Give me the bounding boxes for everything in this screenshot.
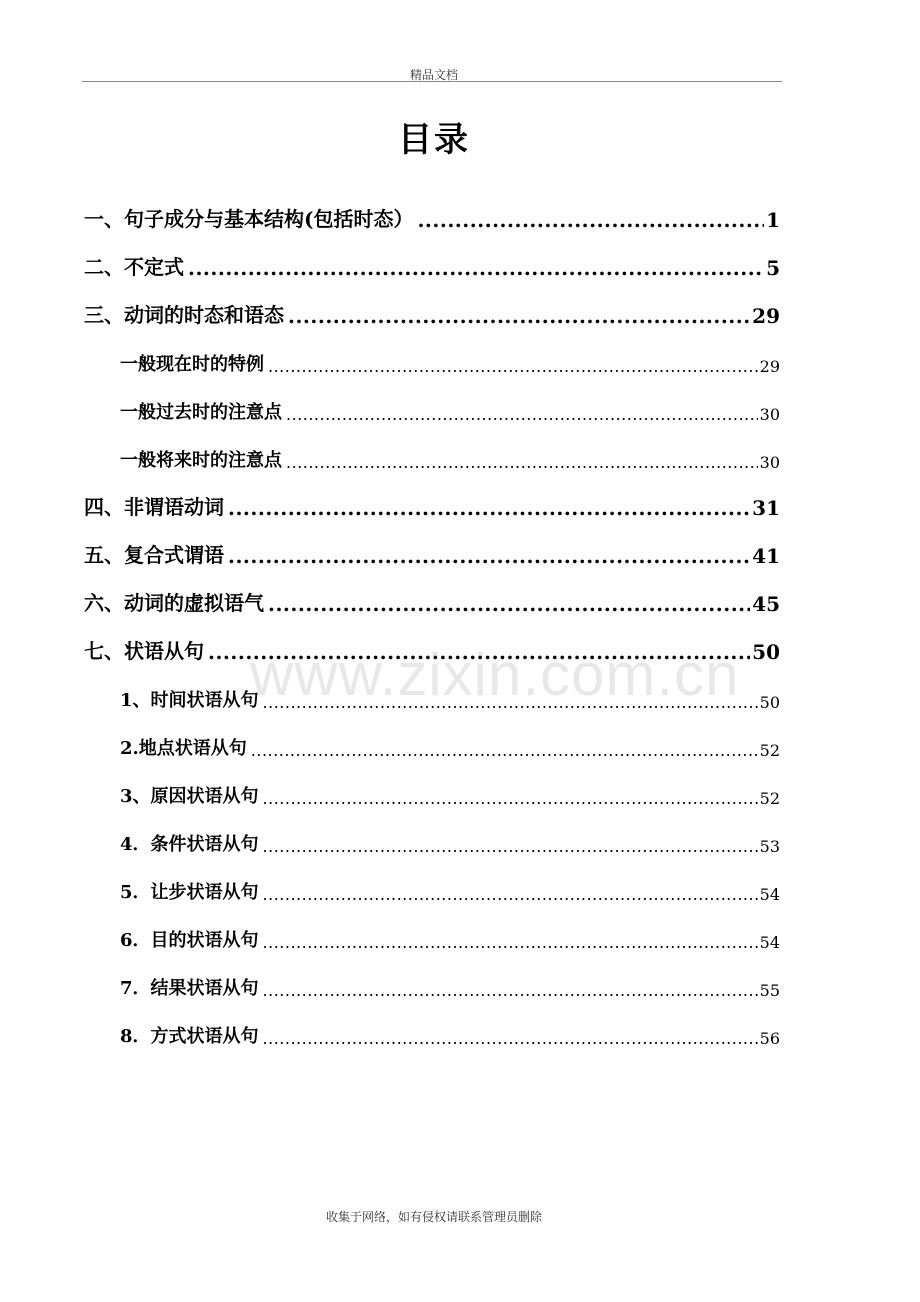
toc-entry[interactable] bbox=[84, 958, 780, 1006]
toc-entry-page: 29 bbox=[752, 304, 780, 328]
toc-entry-label: 四、非谓语动词 bbox=[84, 495, 224, 519]
toc-leader-dots bbox=[263, 981, 758, 1000]
toc-entry-page: 5 bbox=[766, 256, 780, 280]
toc-entry-label: 4．条件状语从句 bbox=[120, 834, 259, 855]
header-divider bbox=[82, 81, 782, 82]
toc-entry-label: 一般现在时的特例 bbox=[120, 354, 264, 375]
toc-entry-page: 31 bbox=[752, 496, 780, 520]
toc-entry[interactable] bbox=[84, 286, 780, 334]
toc-leader-dots bbox=[263, 693, 758, 712]
toc-leader-dots bbox=[263, 837, 758, 856]
toc-entry[interactable] bbox=[84, 478, 780, 526]
toc-leader-dots bbox=[228, 544, 750, 568]
toc-entry[interactable] bbox=[84, 430, 780, 478]
toc-entry[interactable] bbox=[84, 190, 780, 238]
toc-entry[interactable] bbox=[84, 862, 780, 910]
toc-entry-label: 5．让步状语从句 bbox=[120, 882, 259, 903]
page-footer: 收集于网络，如有侵权请联系管理员删除 bbox=[325, 1210, 542, 1224]
toc-entry[interactable] bbox=[84, 1006, 780, 1054]
toc-entry-page: 1 bbox=[766, 208, 780, 232]
toc-entry[interactable] bbox=[84, 910, 780, 958]
toc-entry[interactable] bbox=[84, 814, 780, 862]
toc-entry[interactable] bbox=[84, 766, 780, 814]
page-title: 目录 bbox=[398, 120, 470, 160]
toc-entry-page: 53 bbox=[759, 837, 780, 856]
toc-leader-dots bbox=[268, 592, 750, 616]
toc-entry[interactable] bbox=[84, 334, 780, 382]
toc-entry-label: 六、动词的虚拟语气 bbox=[84, 591, 264, 615]
toc-leader-dots bbox=[208, 640, 750, 664]
toc-entry-page: 30 bbox=[759, 405, 780, 424]
toc-entry[interactable] bbox=[84, 718, 780, 766]
toc-entry-page: 56 bbox=[759, 1029, 780, 1048]
toc-leader-dots bbox=[263, 933, 758, 952]
toc-leader-dots bbox=[417, 208, 764, 232]
toc-entry-page: 41 bbox=[752, 544, 780, 568]
page-header: 精品文档 bbox=[409, 68, 458, 82]
toc-entry-label: 7．结果状语从句 bbox=[120, 978, 259, 999]
toc-entry[interactable] bbox=[84, 622, 780, 670]
toc-entry-label: 2.地点状语从句 bbox=[120, 738, 247, 759]
toc-leader-dots bbox=[263, 1029, 758, 1048]
toc-entry-page: 52 bbox=[759, 741, 780, 760]
toc-leader-dots bbox=[268, 357, 758, 376]
toc-entry[interactable] bbox=[84, 526, 780, 574]
toc-leader-dots bbox=[188, 256, 764, 280]
toc-entry-label: 8．方式状语从句 bbox=[120, 1026, 259, 1047]
toc-entry-label: 五、复合式谓语 bbox=[84, 543, 224, 567]
toc-leader-dots bbox=[251, 741, 758, 760]
toc-leader-dots bbox=[263, 789, 758, 808]
toc-entry-label: 1、时间状语从句 bbox=[120, 690, 259, 711]
toc-entry-page: 29 bbox=[759, 357, 780, 376]
toc-entry-label: 6．目的状语从句 bbox=[120, 930, 259, 951]
watermark: www.zixin.com.cn bbox=[250, 641, 740, 708]
toc-entry-label: 3、原因状语从句 bbox=[120, 786, 259, 807]
toc-leader-dots bbox=[263, 885, 758, 904]
toc-leader-dots bbox=[228, 496, 750, 520]
toc-entry-page: 55 bbox=[759, 981, 780, 1000]
toc-entry-page: 50 bbox=[759, 693, 780, 712]
toc-entry-label: 一般过去时的注意点 bbox=[120, 402, 282, 423]
toc-entry-label: 一般将来时的注意点 bbox=[120, 450, 282, 471]
table-of-contents bbox=[84, 190, 780, 1054]
toc-leader-dots bbox=[286, 405, 758, 424]
toc-entry[interactable] bbox=[84, 574, 780, 622]
toc-entry[interactable] bbox=[84, 670, 780, 718]
toc-entry-label: 二、不定式 bbox=[84, 255, 184, 279]
toc-entry-label: 三、动词的时态和语态 bbox=[84, 303, 284, 327]
toc-entry-page: 52 bbox=[759, 789, 780, 808]
toc-entry[interactable] bbox=[84, 382, 780, 430]
toc-entry-page: 54 bbox=[759, 933, 780, 952]
toc-entry-label: 七、状语从句 bbox=[84, 639, 204, 663]
toc-leader-dots bbox=[288, 304, 750, 328]
toc-leader-dots bbox=[286, 453, 758, 472]
toc-entry-page: 45 bbox=[752, 592, 780, 616]
toc-entry-page: 50 bbox=[752, 640, 780, 664]
toc-entry[interactable] bbox=[84, 238, 780, 286]
toc-entry-label: 一、句子成分与基本结构(包括时态） bbox=[84, 207, 414, 231]
toc-entry-page: 30 bbox=[759, 453, 780, 472]
toc-entry-page: 54 bbox=[759, 885, 780, 904]
